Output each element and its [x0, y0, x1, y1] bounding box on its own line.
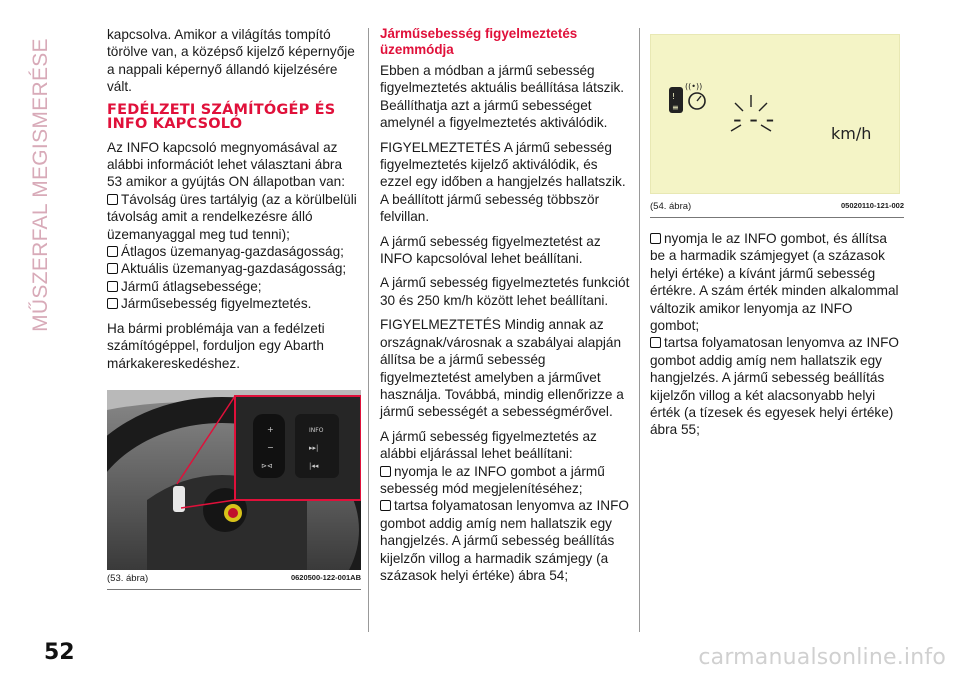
figure-code: 05020110-121-002: [841, 200, 904, 210]
list-item: tartsa folyamatosan lenyomva az INFO gombot addig amíg nem hallatszik egy hangjelzés. A jármű sebesség beállítás kijelzőn villog a harmadik számjegy (a százasok helyi értéke) ábra 54;: [380, 498, 629, 583]
list-item: Aktuális üzemanyag-gazdaságosság;: [107, 260, 357, 277]
speed-warning-heading: Járműsebesség figyelmeztetés üzemmódja: [380, 26, 578, 57]
section-side-title: [6, 40, 76, 330]
svg-text:≡: ≡: [672, 103, 679, 112]
paragraph: A jármű sebesség figyelmeztetés funkciót 30 és 250 km/h között lehet beállítani.: [380, 275, 630, 308]
figure-caption: (53. ábra): [107, 572, 149, 584]
figure-54: [650, 26, 904, 218]
svg-text:−: −: [267, 442, 274, 452]
list-item: nyomja le az INFO gombot a jármű sebesség mód megjelenítéséhez;: [380, 463, 605, 496]
closing-paragraph: Ha bármi problémája van a fedélzeti számítógéppel, forduljon egy Abarth márkakereskedéshez.: [107, 320, 325, 371]
list-item: Távolság üres tartályig (az a körülbelüli távolság amit a rendelkezésre álló üzemanyaggal meg tud tenni);: [107, 191, 357, 242]
svg-text:⊳⊲: ⊳⊲: [261, 461, 273, 470]
column-divider-2: [639, 28, 640, 632]
speed-warning-icon: [669, 82, 705, 113]
display-graphic: [651, 35, 901, 195]
column-2: [380, 26, 632, 584]
list-item: tartsa folyamatosan lenyomva az INFO gombot addig amíg nem hallatszik egy hangjelzés. A jármű sebesség beállítás kijelzőn villog a két alacsonyabb helyi érték (a tízesek és egyesek helyi értéke) ábra 55;: [650, 335, 899, 438]
svg-text:- - -: - - -: [733, 105, 775, 133]
list-item: Járműsebesség figyelmeztetés.: [107, 295, 357, 312]
warning-paragraph: FIGYELMEZTETÉS Mindig annak az országnak/városnak a szabályai alapján állítsa be a jármű sebesség figyelmeztetést amelyben a járművet használja. Továbbá, mindig ellenőrizze a jármű sebességét a sebességmérővel.: [380, 317, 624, 420]
svg-text:+: +: [267, 424, 274, 434]
svg-text:!: !: [672, 92, 676, 101]
page-number: 52: [44, 640, 75, 665]
site-watermark: carmanualsonline.info: [698, 645, 946, 670]
column-1: [107, 26, 361, 590]
list-item: Átlagos üzemanyag-gazdaságosság;: [107, 243, 357, 260]
figure-53: [107, 390, 361, 590]
intro-paragraph: kapcsolva. Amikor a világítás tompító törölve van, a középső kijelző képernyője a nappali képernyő állandó kijelzésére vált.: [107, 27, 355, 95]
checkbox-bullet-icon: [107, 281, 118, 292]
checkbox-bullet-icon: [107, 298, 118, 309]
figure-caption: (54. ábra): [650, 200, 692, 212]
procedure-list: [380, 463, 632, 585]
checkbox-bullet-icon: [650, 233, 661, 244]
steering-wheel-photo: [107, 390, 361, 570]
checkbox-bullet-icon: [380, 466, 391, 477]
info-options-list: [107, 191, 357, 313]
warning-paragraph: FIGYELMEZTETÉS A jármű sebesség figyelmeztetés kijelző aktiválódik, és ezzel egy időben a hangjelzés hallatszik. A beállított jármű sebesség többször felvillan.: [380, 139, 626, 225]
svg-text:▸▸|: ▸▸|: [309, 443, 319, 452]
paragraph: A jármű sebesség figyelmeztetés az alábbi eljárással lehet beállítani:: [380, 428, 597, 462]
list-item: Jármű átlagsebessége;: [107, 278, 357, 295]
svg-text:|◂◂: |◂◂: [309, 461, 319, 470]
checkbox-bullet-icon: [107, 263, 118, 274]
info-switch-lead: Az INFO kapcsoló megnyomásával az alábbi információt lehet választani ábra 53 amikor a gyújtás ON állapotban van:: [107, 139, 346, 190]
section-heading-board-computer: FEDÉLZETI SZÁMÍTÓGÉP ÉS INFO KAPCSOLÓ: [107, 101, 336, 132]
column-3: [650, 26, 904, 439]
checkbox-bullet-icon: [107, 194, 118, 205]
figure-code: 0620500-122-001AB: [290, 572, 361, 582]
column-divider-1: [368, 28, 369, 632]
svg-text:((•)): ((•)): [685, 82, 703, 91]
section-side-title-text: MŰSZERFAL MEGISMERÉSE: [29, 38, 52, 332]
svg-text:INFO: INFO: [309, 426, 324, 434]
paragraph: A jármű sebesség figyelmeztetést az INFO kapcsolóval lehet beállítani.: [380, 233, 601, 267]
procedure-list-continued: [650, 230, 900, 439]
speed-warning-display: [650, 34, 900, 194]
paragraph: Ebben a módban a jármű sebesség figyelmeztetés aktuális beállítása látszik. Beállíthatja azt a jármű sebességet amelynél a figyelmeztetés aktiválódik.: [380, 63, 625, 131]
checkbox-bullet-icon: [107, 246, 118, 257]
checkbox-bullet-icon: [380, 500, 391, 511]
svg-text:km/h: km/h: [831, 124, 872, 143]
list-item: nyomja le az INFO gombot, és állítsa be a harmadik számjegyet (a százasok helyi értéke) a kívánt jármű sebesség értékre. A szám érték minden alkalommal változik amikor lenyomja az INFO gombot;: [650, 231, 899, 334]
checkbox-bullet-icon: [650, 337, 661, 348]
